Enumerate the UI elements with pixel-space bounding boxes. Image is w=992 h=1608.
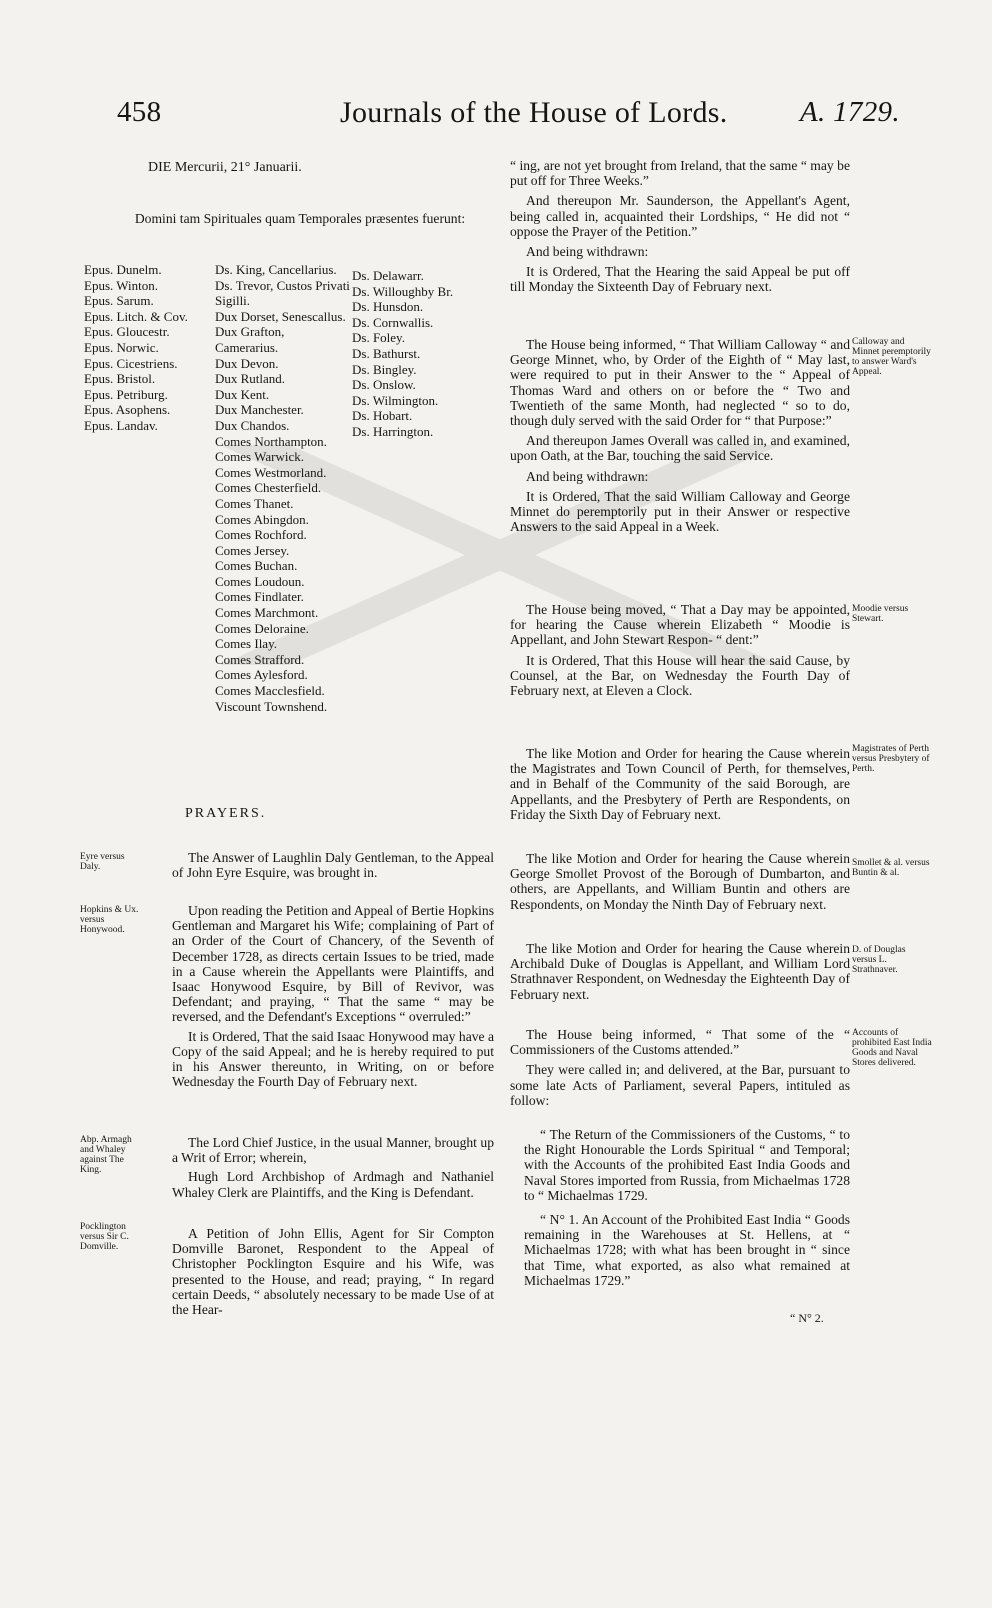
attendance-name: Comes Findlater. [215, 589, 304, 605]
entry-douglas: The like Motion and Order for hearing the Cause wherein Archibald Duke of Douglas is Appellant, and William Lord Strathnaver Respondent, on Wednesday the Eighteenth Day of February next. [510, 941, 850, 1002]
margin-note-douglas: D. of Douglas versus L. Strathnaver. [852, 945, 906, 975]
attendance-name: Epus. Cicestriens. [84, 355, 178, 371]
margin-note-moodie: Moodie versus Stewart. [852, 604, 909, 624]
entry-moodie: The House being moved, “ That a Day may be appointed, for hearing the Cause wherein Elizabeth “ Moodie is Appellant, and John Stewart Respon- “ dent:” [510, 602, 850, 648]
attendance-col-peers [215, 262, 350, 714]
attendance-name: Epus. Dunelm. [84, 262, 162, 277]
attendance-name: Comes Thanet. [215, 495, 294, 511]
attendance-col-barons [352, 268, 453, 440]
attendance-name: Dux Dorset, Senescallus. [215, 308, 346, 324]
entry-withdrawn-1: And being withdrawn: [526, 244, 649, 260]
attendance-name: Comes Abingdon. [215, 511, 309, 527]
margin-note-perth: Magistrates of Perth versus Presbytery of Perth. [852, 744, 930, 774]
attendance-name: Epus. Bristol. [84, 371, 156, 387]
entry-called-in: They were called in; and delivered, at the Bar, pursuant to some late Acts of Parliament, several Papers, intituled as follow: [510, 1062, 850, 1108]
entry-hopkins-order: It is Ordered, That the said Isaac Honywood may have a Copy of the said Appeal; and he is hereby required to put in his Answer thereunto, in Writing, on or before Wednesday the Fourth Day of February next. [172, 1028, 494, 1090]
entry-order-1: It is Ordered, That the Hearing the said Appeal be put off till Monday the Sixteenth Day of February next. [510, 264, 850, 295]
attendance-name: Dux Kent. [215, 386, 270, 402]
entry-hopkins: Upon reading the Petition and Appeal of Bertie Hopkins Gentleman and Margaret his Wife; complaining of Part of an Order of the Court of Chancery, of the Seventh of December 1728, as directs certain Issues to be tried, made in a Cause wherein the Appellants were Plaintiffs, and Isaac Honywood Esquire, by Bill of Revivor, was Defendant; and praying, “ That the same “ may be reversed, and the Defendant's Exceptions “ overruled:” [172, 903, 494, 1025]
attendance-name: Epus. Litch. & Cov. [84, 308, 188, 324]
attendance-name: Ds. Hobart. [352, 408, 413, 424]
attendance-name: Epus. Sarum. [84, 293, 154, 309]
attendance-name: Comes Deloraine. [215, 620, 309, 636]
attendance-name: Ds. Harrington. [352, 423, 434, 439]
attendance-name: Ds. Bingley. [352, 361, 417, 377]
attendance-name: Ds. Willoughby Br. [352, 283, 454, 299]
entry-return: “ The Return of the Commissioners of the Customs, “ to the Right Honourable the Lords Spiritual “ and Temporal; with the Accounts of the prohibited East India Goods and Naval Stores imported from Russia, from Michaelmas 1728 to “ Michaelmas 1729. [524, 1127, 850, 1203]
page-number: 458 [117, 96, 162, 128]
attendance-name: Comes Loudoun. [215, 573, 305, 589]
entry-saunderson: And thereupon Mr. Saunderson, the Appellant's Agent, being called in, acquainted their Lordships, “ He did not “ oppose the Prayer of the Petition.” [510, 193, 850, 239]
entry-eyre: The Answer of Laughlin Daly Gentleman, to the Appeal of John Eyre Esquire, was brought in. [172, 850, 494, 881]
entry-smollet: The like Motion and Order for hearing the Cause wherein George Smollet Provost of the Borough of Dumbarton, and others, are Appellants, and William Buntin and others are Respondents, on Monday the Ninth Day of February next. [510, 851, 850, 912]
page-title: Journals of the House of Lords. [340, 96, 728, 129]
presentes-line: Domini tam Spirituales quam Temporales præsentes fuerunt: [134, 211, 466, 226]
attendance-name: Ds. Foley. [352, 330, 405, 346]
attendance-name: Ds. Bathurst. [352, 345, 421, 361]
margin-note-eyre: Eyre versus Daly. [80, 852, 125, 872]
attendance-name: Ds. Delawarr. [352, 268, 424, 283]
entry-order-3: It is Ordered, That this House will hear the said Cause, by Counsel, at the Bar, on Wednesday the Fourth Day of February next, at Eleven a Clock. [510, 652, 850, 699]
entry-overall: And thereupon James Overall was called in, and examined, upon Oath, at the Bar, touching the said Service. [510, 433, 850, 464]
attendance-name: Comes Northampton. [215, 433, 327, 449]
attendance-name: Comes Jersey. [215, 542, 290, 558]
attendance-name: Ds. Hunsdon. [352, 299, 424, 315]
margin-note-calloway: Calloway and Minnet peremptorily to answer Ward's Appeal. [852, 337, 931, 377]
margin-note-pocklington: Pocklington versus Sir C. Domville. [80, 1222, 129, 1252]
attendance-name: Ds. Onslow. [352, 377, 416, 393]
attendance-name: Dux Rutland. [215, 371, 286, 387]
attendance-name: Comes Westmorland. [215, 464, 327, 480]
entry-perth: The like Motion and Order for hearing the Cause wherein the Magistrates and Town Council of Perth, for themselves, and in Behalf of the Community of the said Borough, are Appellants, and the Presbytery of Perth are Respondents, on Friday the Sixth Day of February next. [510, 746, 850, 822]
attendance-name: Epus. Gloucestr. [84, 324, 170, 340]
attendance-name: Dux Chandos. [215, 417, 290, 433]
day-heading: DIE Mercurii, 21° Januarii. [148, 160, 302, 175]
attendance-name: Epus. Winton. [84, 277, 158, 293]
margin-note-hopkins: Hopkins & Ux. versus Honywood. [80, 905, 139, 935]
entry-abp: The Lord Chief Justice, in the usual Manner, brought up a Writ of Error; wherein, [172, 1135, 494, 1166]
attendance-col-bishops [84, 262, 188, 434]
attendance-name: Comes Strafford. [215, 651, 305, 667]
catchword: “ N° 2. [790, 1311, 824, 1325]
attendance-name: Ds. Cornwallis. [352, 314, 434, 330]
entry-customs: The House being informed, “ That some of the “ Commissioners of the Customs attended.” [510, 1027, 850, 1058]
attendance-name: Ds. King, Cancellarius. [215, 262, 337, 277]
page-year: A. 1729. [800, 96, 900, 128]
attendance-name: Dux Manchester. [215, 402, 304, 418]
entry-pocklington: A Petition of John Ellis, Agent for Sir Compton Domville Baronet, Respondent to the Appeal of Christopher Pocklington Esquire and his Wife, was presented to the House, and read; praying, “ In regard certain Deeds, “ absolutely necessary to be made Use of at the Hear- [172, 1226, 494, 1318]
attendance-name: Epus. Asophens. [84, 402, 171, 418]
attendance-name: Comes Aylesford. [215, 667, 308, 683]
margin-note-abp: Abp. Armagh and Whaley against The King. [80, 1135, 132, 1175]
entry-calloway: The House being informed, “ That William Calloway “ and George Minnet, who, by Order of the Eighth of “ May last, were required to put in their Answer to the “ Appeal of Thomas Ward and others on or before the “ Two and Twentieth of the same Month, had neglected “ so to do, though duly served with the said Order for “ that Purpose:” [510, 337, 850, 429]
attendance-name: Comes Rochford. [215, 527, 307, 543]
attendance-name: Ds. Trevor, Custos Privati Sigilli. [215, 277, 350, 309]
attendance-name: Epus. Landav. [84, 417, 158, 433]
attendance-name: Comes Ilay. [215, 636, 277, 652]
margin-note-customs: Accounts of prohibited East India Goods and Naval Stores delivered. [852, 1028, 932, 1068]
attendance-name: Comes Macclesfield. [215, 683, 325, 699]
attendance-name: Epus. Norwic. [84, 339, 159, 355]
entry-order-2: It is Ordered, That the said William Calloway and George Minnet do peremptorily put in their Answer or respective Answers to the said Appeal in a Week. [510, 488, 850, 535]
attendance-name: Dux Grafton, Camerarius. [215, 324, 285, 355]
entry-no1: “ N° 1. An Account of the Prohibited East India “ Goods remaining in the Warehouses at St. Hellens, at “ Michaelmas 1728; with what has been brought in “ since that Time, what exported, as also what remained at Michaelmas 1729.” [524, 1212, 850, 1288]
entry-withdrawn-2: And being withdrawn: [526, 468, 649, 484]
entry-abp-parties: Hugh Lord Archbishop of Ardmagh and Nathaniel Whaley Clerk are Plaintiffs, and the King is Defendant. [172, 1169, 494, 1200]
attendance-name: Viscount Townshend. [215, 698, 328, 714]
attendance-name: Comes Buchan. [215, 558, 298, 574]
attendance-name: Comes Chesterfield. [215, 480, 322, 496]
margin-note-smollet: Smollet & al. versus Buntin & al. [852, 858, 930, 878]
attendance-name: Comes Warwick. [215, 449, 304, 465]
prayers-heading: PRAYERS. [185, 806, 267, 821]
attendance-name: Epus. Petriburg. [84, 386, 168, 402]
attendance-name: Comes Marchmont. [215, 605, 319, 621]
attendance-name: Ds. Wilmington. [352, 392, 439, 408]
attendance-name: Dux Devon. [215, 355, 279, 371]
entry-continuation: “ ing, are not yet brought from Ireland, that the same “ may be put off for Three Weeks.” [510, 158, 850, 189]
